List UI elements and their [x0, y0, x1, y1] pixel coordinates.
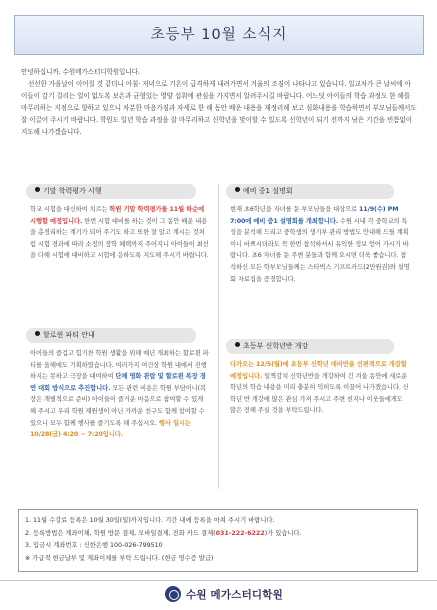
intro-text	[21, 66, 417, 138]
page-title: 초등부 10월 소식지	[14, 15, 424, 55]
logo-text: 수원 메가스터디학원	[186, 588, 283, 601]
bullet-icon	[35, 331, 40, 336]
notice-item: 1. 11월 수강료 등록은 10월 30일(일)까지입니다. 기간 내에 등록을 마쳐 주시기 바랍니다.	[25, 517, 275, 524]
bullet-icon	[235, 187, 240, 192]
logo-icon	[165, 586, 181, 602]
notice-item: 3. 입금시 계좌번호 : 신한은행 100-026-799510	[25, 542, 163, 550]
section-body-newclass: 다가오는 12/5(월)에 초등부 신학년 대비반을 선편적으로 개강할 예정입니다. 일찍감치 신학년반을 개강하여 긴 겨울 동안에 새로운 학년의 학습 내용을 미리 충분히 익히도록 이끌어 나가겠습니다. 신학년 반 개강에 많은 관심 가져 주시고 주변 친지나 이웃들에게도 많은 전해 주실 것을 부탁드립니다.	[230, 361, 409, 415]
intro-greeting: 안녕하십니까. 수원메가스터디학원입니다.	[21, 68, 140, 76]
intro-body: 선선한 가을날이 이어질 것 같더니 아침· 저녁으로 기온이 급격하게 내려가면서 겨울의 조짐이 나타나고 있습니다. 일교차가 큰 날씨에 아이들이 감기 걸리는 일이 없도록 보온과 균형있는 영양 섭취에 관심을 가지면서 알려주시길 바랍니다. 어느덧 아이들의 학습 과정도 한 해를 마무리하는 지점으로 향하고 있으니 차분한 마음가짐과 자세로 한 해 동안 배운 내용을 재정리해 보고 심화내용을 학습하면서 부모님들께서도 잘 이끌어 주시기 바랍니다. 학원도 일년 학습 과정을 잘 마무리하고 신학년을 맞이할 수 있도록 신학년이 되기 전까지 남은 기간을 빈틈없이 지도해 나가겠습니다.	[21, 80, 417, 136]
footer-divider	[0, 580, 437, 581]
column-divider	[218, 184, 219, 489]
section-heading-newclass: 초등부 신학년반 개강	[226, 339, 394, 354]
notice-box	[18, 509, 418, 572]
bullet-icon	[235, 342, 240, 347]
highlight-text: 행사 일시는 10/28(금) 4:20 ~ 7:20입니다.	[30, 419, 191, 439]
section-heading-briefing: 예비 중1 설명회	[226, 184, 394, 199]
highlight-text: 학원 기말 학력평가를 11월 하순에 시행할 예정입니다.	[30, 206, 205, 225]
bullet-icon	[35, 187, 40, 192]
section-heading-halloween: 할로윈 파티 안내	[26, 328, 196, 343]
footer-logo	[165, 584, 283, 604]
section-body-briefing: 현재 초6학년을 자녀를 둔 부모님들을 대상으로 11/9(수) PM 7:00에 예비 중1 설명회를 개최합니다. 수원 시내 각 중학교의 특성을 분석해 드리고 중학생의 생기부 관리 방법도 안내해 드릴 계획이니 바쁘시더라도 꼭 한번 참석하셔서 유익한 정보 얻어 가시기 바랍니다. 초6 자녀를 둔 주변 분들과 함께 오시면 더욱 좋습니다. 참석하신 모든 학부모님들께는 스타벅스 기프트카드(2만원권)와 설명회 자료집을 증정합니다.	[230, 206, 410, 283]
highlight-text: 단체 영화 관람 및 할로윈 복장 경연 대회 방식으로 추진합니다.	[30, 373, 206, 392]
phone-number: 031-222-6222	[215, 529, 265, 537]
section-body-exam: 학교 시험을 대신하여 치르는 학원 기말 학력평가를 11월 하순에 시행할 예정입니다. 한번 시험 대비를 하는 것이 그 동안 배운 내용을 총정리하는 계기가 되어 주기도 하고 또한 잘 알고 계시는 것처럼 시험 경과에 따라 소정의 장학 혜택까지 주어지니 아이들이 최선을 다해 시험에 대비하고 시험에 응하도록 지도해 주시기 바랍니다.	[30, 206, 209, 260]
section-heading-exam: 기말 학력평가 시행	[26, 184, 196, 199]
highlight-text: 11/9(수) PM 7:00에 예비 중1 설명회를 개최합니다.	[230, 206, 399, 225]
section-body-halloween: 아이들의 즐겁고 힘기찬 학원 생활을 위해 매년 개최하는 할로윈 파티를 올해에도 기획하였습니다. 여러가지 여건상 학원 내에서 진행하지는 못하고 극장을 대여하여 단체 영화 관람 및 할로윈 복장 경연 대회 방식으로 추진합니다. 모든 관련 비용은 학원 부담이니(복장은 개별적으로 준비) 아이들이 즐거운 마음으로 참여할 수 있게 해 주시고 우리 학원 재원생이 아닌 가까운 친구도 함께 참여할 수 있으니 모두 함께 행사를 즐기도록 해 주십시오. 행사 일시는 10/28(금) 4:20 ~ 7:20입니다.	[30, 350, 209, 439]
notice-item: ※ 가급적 현금납부 및 계좌이체를 부탁 드립니다. (현금 영수증 발급)	[25, 554, 214, 562]
notice-item: 2. 등록방법은 계좌이체, 학원 방문 결제, 모바일결제, 전화 카드 결제(031-222-6222)가 있습니다.	[25, 529, 302, 537]
highlight-text: 다가오는 12/5(월)에 초등부 신학년 대비반을 선편적으로 개강할 예정입니다.	[230, 361, 407, 380]
